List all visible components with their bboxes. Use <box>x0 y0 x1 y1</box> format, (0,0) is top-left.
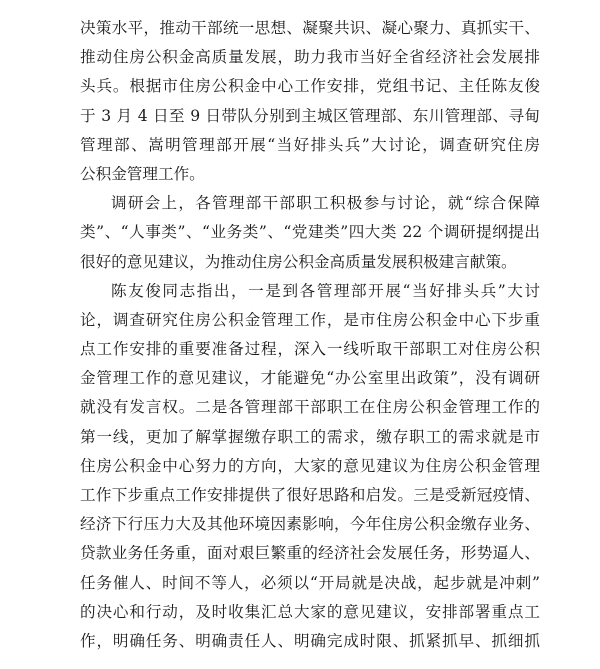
text-line: 管理部、嵩明管理部开展“当好排头兵”大讨论，调查研究住房 <box>80 135 540 154</box>
text-line: 点工作安排的重要准备过程，深入一线听取干部职工对住房公积 <box>80 340 540 359</box>
text-line: 的决心和行动，及时收集汇总大家的意见建议，安排部署重点工 <box>80 602 540 621</box>
document-body <box>80 14 540 656</box>
text-line: 住房公积金中心努力的方向，大家的意见建议为住房公积金管理 <box>80 456 540 475</box>
text-line: 论，调查研究住房公积金管理工作，是市住房公积金中心下步重 <box>80 310 540 329</box>
text-line: 很好的意见建议，为推动住房公积金高质量发展积极建言献策。 <box>80 252 517 271</box>
text-line: 推动住房公积金高质量发展，助力我市当好全省经济社会发展排 <box>80 48 540 67</box>
text-line: 第一线，更加了解掌握缴存职工的需求，缴存职工的需求就是市 <box>80 427 540 446</box>
text-line: 作，明确任务、明确责任人、明确完成时限、抓紧抓早、抓细抓 <box>80 631 540 650</box>
text-line: 任务催人、时间不等人，必须以“开局就是决战，起步就是冲刺” <box>80 573 540 592</box>
paragraph <box>80 277 540 656</box>
text-line: 头兵。根据市住房公积金中心工作安排，党组书记、主任陈友俊 <box>80 77 540 96</box>
text-line: 调研会上，各管理部干部职工积极参与讨论，就“综合保障 <box>111 194 540 213</box>
text-line: 经济下行压力大及其他环境因素影响，今年住房公积金缴存业务、 <box>80 515 540 534</box>
text-line: 决策水平，推动干部统一思想、凝聚共识、凝心聚力、真抓实干、 <box>80 19 540 37</box>
text-line: 公积金管理工作。 <box>80 164 205 183</box>
paragraph <box>80 14 540 189</box>
text-line: 工作下步重点工作安排提供了很好思路和启发。三是受新冠疫情、 <box>80 486 540 504</box>
text-line: 贷款业务任务重，面对艰巨繁重的经济社会发展任务，形势逼人、 <box>80 544 540 563</box>
text-line: 金管理工作的意见建议，才能避免“办公室里出政策”，没有调研 <box>80 369 540 388</box>
paragraph <box>80 189 540 277</box>
text-line: 陈友俊同志指出，一是到各管理部开展“当好排头兵”大讨 <box>111 281 540 300</box>
text-line: 就没有发言权。二是各管理部干部职工在住房公积金管理工作的 <box>80 398 540 417</box>
text-line: 于 3 月 4 日至 9 日带队分别到主城区管理部、东川管理部、寻甸 <box>80 106 540 125</box>
text-line: 类”、“人事类”、“业务类”、“党建类”四大类 22 个调研提纲提出 <box>80 223 540 242</box>
